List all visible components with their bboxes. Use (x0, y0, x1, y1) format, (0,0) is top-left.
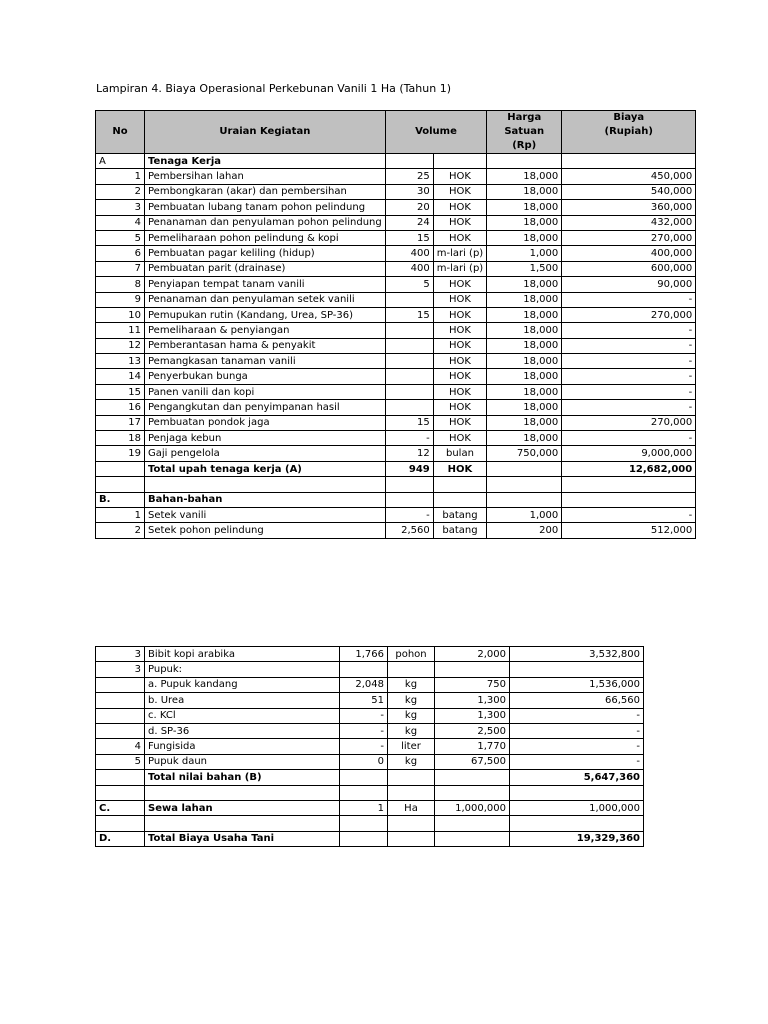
row-harga: 18,000 (487, 415, 562, 430)
row-harga: 18,000 (487, 400, 562, 415)
table-row (96, 431, 696, 446)
table-row (96, 723, 644, 738)
row-satuan: m-lari (p) (433, 261, 486, 276)
row-volume: 15 (385, 230, 433, 245)
row-volume: - (385, 431, 433, 446)
row-uraian: Pengangkutan dan penyimpanan hasil (145, 400, 386, 415)
row-uraian: d. SP-36 (145, 723, 340, 738)
row-harga: 18,000 (487, 230, 562, 245)
row-volume: - (385, 507, 433, 522)
row-satuan: HOK (433, 338, 486, 353)
row-harga: 18,000 (487, 200, 562, 215)
row-harga: 2,500 (435, 723, 510, 738)
section-code: C. (96, 800, 145, 815)
row-no: 8 (96, 277, 145, 292)
row-no: 16 (96, 400, 145, 415)
table-row (96, 693, 644, 708)
table-row (96, 415, 696, 430)
table-row (96, 708, 644, 723)
section-name: Tenaga Kerja (145, 154, 386, 169)
row-uraian: c. KCl (145, 708, 340, 723)
row-harga: 750,000 (487, 446, 562, 461)
cost-table-page-1 (95, 110, 696, 539)
row-satuan (388, 662, 435, 677)
row-satuan: HOK (433, 200, 486, 215)
table-row (96, 400, 696, 415)
row-uraian: Gaji pengelola (145, 446, 386, 461)
row-harga: 2,000 (435, 647, 510, 662)
row-uraian: Panen vanili dan kopi (145, 384, 386, 399)
row-satuan: batang (433, 507, 486, 522)
row-satuan: HOK (433, 230, 486, 245)
section-name: Sewa lahan (145, 800, 340, 815)
row-biaya: 432,000 (562, 215, 696, 230)
table-row (96, 261, 696, 276)
row-volume (385, 384, 433, 399)
total-a-volume: 949 (385, 461, 433, 476)
row-no: 6 (96, 246, 145, 261)
row-volume (385, 369, 433, 384)
row-volume: 400 (385, 261, 433, 276)
table-row (96, 200, 696, 215)
row-biaya: - (562, 431, 696, 446)
row-no: 4 (96, 215, 145, 230)
row-biaya: - (562, 384, 696, 399)
row-harga: 18,000 (487, 184, 562, 199)
row-biaya: 66,560 (510, 693, 644, 708)
section-name: Total Biaya Usaha Tani (145, 831, 340, 846)
section-d-row (96, 831, 644, 846)
row-volume: 2,048 (340, 677, 388, 692)
row-satuan: HOK (433, 169, 486, 184)
row-harga: 1,000 (487, 246, 562, 261)
row-biaya: 540,000 (562, 184, 696, 199)
row-harga: 1,000 (487, 507, 562, 522)
table-row (96, 677, 644, 692)
row-volume: 12 (385, 446, 433, 461)
row-biaya: 270,000 (562, 230, 696, 245)
spacer-row (96, 816, 644, 831)
row-no: 2 (96, 184, 145, 199)
row-satuan: liter (388, 739, 435, 754)
row-harga: 1,300 (435, 693, 510, 708)
row-satuan: kg (388, 677, 435, 692)
total-b-row (96, 770, 644, 785)
row-biaya: - (510, 754, 644, 769)
document-title: Lampiran 4. Biaya Operasional Perkebunan Vanili 1 Ha (Tahun 1) (96, 82, 451, 95)
row-no: 5 (96, 230, 145, 245)
row-harga: 18,000 (487, 307, 562, 322)
row-satuan: HOK (433, 215, 486, 230)
row-satuan: kg (388, 754, 435, 769)
row-uraian: Setek pohon pelindung (145, 523, 386, 538)
section-code: D. (96, 831, 145, 846)
section-code: B. (96, 492, 145, 507)
row-no: 3 (96, 200, 145, 215)
row-satuan: bulan (433, 446, 486, 461)
row-biaya: - (562, 369, 696, 384)
row-no: 1 (96, 507, 145, 522)
row-volume: 2,560 (385, 523, 433, 538)
cost-table-page-2 (95, 646, 644, 847)
row-uraian: Setek vanili (145, 507, 386, 522)
row-no: 3 (96, 662, 145, 677)
row-satuan: HOK (433, 415, 486, 430)
row-biaya: - (562, 323, 696, 338)
row-uraian: Pemangkasan tanaman vanili (145, 354, 386, 369)
row-uraian: Pembuatan pagar keliling (hidup) (145, 246, 386, 261)
row-uraian: Pembuatan parit (drainase) (145, 261, 386, 276)
row-harga: 67,500 (435, 754, 510, 769)
header-biaya: Biaya (Rupiah) (562, 111, 696, 154)
row-uraian: b. Urea (145, 693, 340, 708)
row-uraian: Fungisida (145, 739, 340, 754)
section-code: A (96, 154, 145, 169)
row-volume: 24 (385, 215, 433, 230)
row-no (96, 708, 145, 723)
row-no: 13 (96, 354, 145, 369)
row-uraian: Pembersihan lahan (145, 169, 386, 184)
sewa-harga: 1,000,000 (435, 800, 510, 815)
row-no: 12 (96, 338, 145, 353)
table-row (96, 307, 696, 322)
row-biaya: 600,000 (562, 261, 696, 276)
row-no: 3 (96, 647, 145, 662)
row-volume: 25 (385, 169, 433, 184)
header-volume: Volume (385, 111, 486, 154)
row-no (96, 723, 145, 738)
row-biaya: 3,532,800 (510, 647, 644, 662)
table-row (96, 230, 696, 245)
row-biaya: - (510, 708, 644, 723)
grand-total-biaya: 19,329,360 (510, 831, 644, 846)
row-biaya: - (562, 292, 696, 307)
section-c-row (96, 800, 644, 815)
row-no: 2 (96, 523, 145, 538)
row-harga: 18,000 (487, 215, 562, 230)
row-volume: 5 (385, 277, 433, 292)
row-no: 7 (96, 261, 145, 276)
header-no: No (96, 111, 145, 154)
row-harga: 18,000 (487, 431, 562, 446)
row-satuan: HOK (433, 292, 486, 307)
row-volume (385, 323, 433, 338)
row-no: 10 (96, 307, 145, 322)
table-row (96, 739, 644, 754)
row-volume: 30 (385, 184, 433, 199)
row-volume: - (340, 723, 388, 738)
row-harga: 18,000 (487, 338, 562, 353)
row-uraian: Bibit kopi arabika (145, 647, 340, 662)
row-satuan: kg (388, 708, 435, 723)
total-a-satuan: HOK (433, 461, 486, 476)
row-uraian: Pembuatan pondok jaga (145, 415, 386, 430)
row-satuan: HOK (433, 277, 486, 292)
row-harga: 1,500 (487, 261, 562, 276)
row-uraian: Penanaman dan penyulaman pohon pelindung (145, 215, 386, 230)
row-satuan: batang (433, 523, 486, 538)
total-a-biaya: 12,682,000 (562, 461, 696, 476)
table-row (96, 338, 696, 353)
row-satuan: HOK (433, 384, 486, 399)
row-no: 4 (96, 739, 145, 754)
row-uraian: Pembongkaran (akar) dan pembersihan (145, 184, 386, 199)
total-b-label: Total nilai bahan (B) (145, 770, 340, 785)
row-harga: 18,000 (487, 169, 562, 184)
row-uraian: Penjaga kebun (145, 431, 386, 446)
row-harga: 18,000 (487, 292, 562, 307)
row-satuan: HOK (433, 369, 486, 384)
row-biaya: - (562, 400, 696, 415)
row-volume: - (340, 708, 388, 723)
table-row (96, 354, 696, 369)
row-satuan: HOK (433, 184, 486, 199)
row-harga (435, 662, 510, 677)
row-biaya: 360,000 (562, 200, 696, 215)
row-uraian: Pupuk: (145, 662, 340, 677)
row-harga: 18,000 (487, 277, 562, 292)
sewa-volume: 1 (340, 800, 388, 815)
table-row (96, 184, 696, 199)
row-volume: 15 (385, 307, 433, 322)
table-row (96, 323, 696, 338)
table-row (96, 523, 696, 538)
row-biaya: 450,000 (562, 169, 696, 184)
row-satuan: HOK (433, 307, 486, 322)
total-b-biaya: 5,647,360 (510, 770, 644, 785)
header-harga: Harga Satuan (Rp) (487, 111, 562, 154)
row-uraian: Pemeliharaan & penyiangan (145, 323, 386, 338)
row-uraian: Pemberantasan hama & penyakit (145, 338, 386, 353)
table-row (96, 446, 696, 461)
table-row (96, 292, 696, 307)
row-uraian: Pemeliharaan pohon pelindung & kopi (145, 230, 386, 245)
section-a-header (96, 154, 696, 169)
row-satuan: HOK (433, 400, 486, 415)
row-volume (385, 354, 433, 369)
table-row (96, 384, 696, 399)
row-satuan: HOK (433, 354, 486, 369)
row-no: 5 (96, 754, 145, 769)
table-header-row (96, 111, 696, 154)
row-volume: 51 (340, 693, 388, 708)
row-harga: 18,000 (487, 323, 562, 338)
row-biaya: - (510, 723, 644, 738)
row-biaya: 90,000 (562, 277, 696, 292)
header-uraian: Uraian Kegiatan (145, 111, 386, 154)
row-no: 19 (96, 446, 145, 461)
row-harga: 18,000 (487, 369, 562, 384)
row-biaya: - (510, 739, 644, 754)
row-volume: 400 (385, 246, 433, 261)
row-volume (385, 338, 433, 353)
total-a-label: Total upah tenaga kerja (A) (145, 461, 386, 476)
row-uraian: a. Pupuk kandang (145, 677, 340, 692)
row-biaya: 270,000 (562, 307, 696, 322)
spacer-row (96, 785, 644, 800)
row-volume (385, 292, 433, 307)
row-uraian: Pupuk daun (145, 754, 340, 769)
row-no (96, 677, 145, 692)
row-volume: 1,766 (340, 647, 388, 662)
row-satuan: HOK (433, 323, 486, 338)
table-row (96, 369, 696, 384)
row-volume: 20 (385, 200, 433, 215)
row-harga: 18,000 (487, 384, 562, 399)
row-harga: 200 (487, 523, 562, 538)
row-harga: 18,000 (487, 354, 562, 369)
sewa-satuan: Ha (388, 800, 435, 815)
row-volume (385, 400, 433, 415)
table-row (96, 507, 696, 522)
row-biaya (510, 662, 644, 677)
table-row (96, 662, 644, 677)
sewa-biaya: 1,000,000 (510, 800, 644, 815)
table-row (96, 754, 644, 769)
total-a-row (96, 461, 696, 476)
row-no: 15 (96, 384, 145, 399)
row-harga: 1,300 (435, 708, 510, 723)
row-biaya: 1,536,000 (510, 677, 644, 692)
row-satuan: HOK (433, 431, 486, 446)
row-biaya: 9,000,000 (562, 446, 696, 461)
row-volume (340, 662, 388, 677)
table-row (96, 277, 696, 292)
row-satuan: pohon (388, 647, 435, 662)
row-no: 14 (96, 369, 145, 384)
table-row (96, 246, 696, 261)
row-volume: 0 (340, 754, 388, 769)
row-uraian: Penyerbukan bunga (145, 369, 386, 384)
row-no (96, 693, 145, 708)
row-biaya: 400,000 (562, 246, 696, 261)
row-uraian: Penyiapan tempat tanam vanili (145, 277, 386, 292)
row-biaya: - (562, 507, 696, 522)
row-volume: - (340, 739, 388, 754)
row-biaya: 512,000 (562, 523, 696, 538)
row-satuan: kg (388, 723, 435, 738)
row-no: 11 (96, 323, 145, 338)
row-no: 1 (96, 169, 145, 184)
row-no: 17 (96, 415, 145, 430)
row-satuan: m-lari (p) (433, 246, 486, 261)
row-uraian: Penanaman dan penyulaman setek vanili (145, 292, 386, 307)
row-no: 9 (96, 292, 145, 307)
row-harga: 750 (435, 677, 510, 692)
row-biaya: - (562, 338, 696, 353)
row-uraian: Pemupukan rutin (Kandang, Urea, SP-36) (145, 307, 386, 322)
table-row (96, 169, 696, 184)
row-harga: 1,770 (435, 739, 510, 754)
section-b-header (96, 492, 696, 507)
row-no: 18 (96, 431, 145, 446)
spacer-row (96, 477, 696, 492)
table-row (96, 215, 696, 230)
row-volume: 15 (385, 415, 433, 430)
row-uraian: Pembuatan lubang tanam pohon pelindung (145, 200, 386, 215)
row-satuan: kg (388, 693, 435, 708)
row-biaya: - (562, 354, 696, 369)
table-row (96, 647, 644, 662)
row-biaya: 270,000 (562, 415, 696, 430)
section-name: Bahan-bahan (145, 492, 386, 507)
